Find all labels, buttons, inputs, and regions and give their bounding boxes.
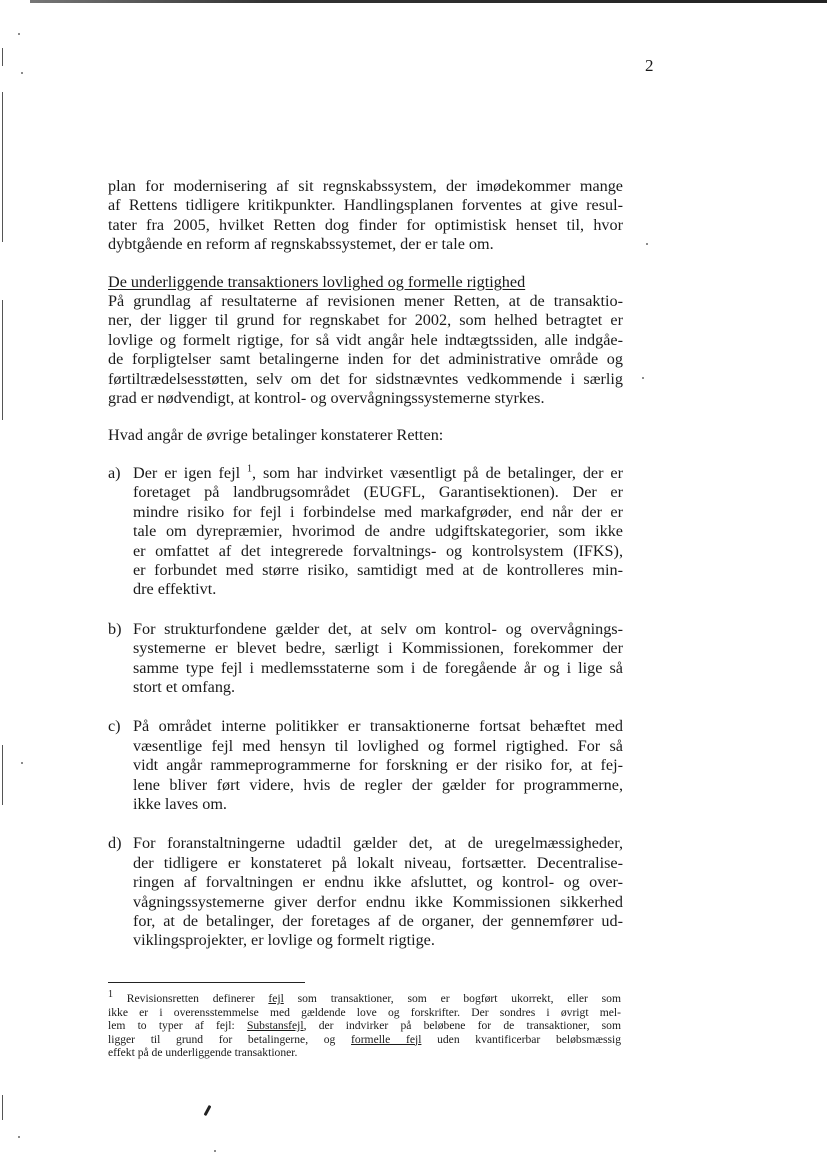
scan-margin-mark	[2, 1095, 3, 1120]
text-line: På grundlag af resultaterne af revisionen mener Retten, at de transaktio-	[108, 292, 623, 311]
text-line: væsentlige fejl med hensyn til lovlighed og formel rigtighed. For så	[133, 736, 623, 755]
text-line: førtiltrædelsesstøtten, selv om det for sidstnævntes vedkommende i særlig	[108, 369, 623, 388]
text-line: På området interne politikker er transaktionerne fortsat behæftet med	[133, 717, 623, 736]
footnote-line	[108, 989, 621, 1006]
list-item-b	[108, 620, 623, 698]
text-line: tater fra 2005, hvilket Retten dog finder for optimistisk henset til, hvor	[108, 215, 623, 234]
text-line: dre effektivt.	[133, 580, 217, 599]
footnote-separator	[108, 982, 305, 983]
text-line: ikke laves om.	[133, 794, 227, 813]
page-number: 2	[645, 56, 654, 75]
scan-margin-mark	[2, 300, 3, 420]
text-line: er omfattet af det integrerede forvaltnings- og kontrolsystem (IFKS),	[133, 541, 623, 560]
text-line	[133, 464, 623, 483]
intro-paragraph	[108, 177, 623, 255]
footnote-line	[108, 1019, 621, 1033]
text-line: For strukturfondene gælder det, at selv om kontrol- og overvågnings-	[133, 619, 623, 638]
text-fragment: uden kvantificerbar beløbsmæssig	[421, 1032, 622, 1046]
text-line: foretaget på landbrugsområdet (EUGFL, Garantisektionen). Der er	[133, 483, 623, 502]
main-text	[108, 177, 623, 971]
list-marker: b)	[108, 619, 122, 638]
text-fragment: , som har indvirket væsentligt på de betalinger, der er	[252, 463, 624, 482]
text-fragment: Der er igen fejl	[133, 463, 248, 482]
footnote-line: effekt på de underliggende transaktioner.	[108, 1046, 298, 1059]
scan-speck	[18, 33, 20, 35]
list-marker: c)	[108, 717, 121, 736]
text-fragment: Revisionsretten definerer	[113, 992, 269, 1005]
scan-margin-mark	[2, 48, 3, 66]
text-line: tale om dyrepræmier, hvorimod de andre udgiftskategorier, som ikke	[133, 522, 623, 541]
footnote-reference: 1	[247, 463, 253, 475]
text-line: ringen af forvaltningen er endnu ikke afsluttet, og kontrol- og over-	[133, 873, 623, 892]
section-heading: De underliggende transaktioners lovlighed og formelle rigtighed	[108, 272, 526, 291]
text-line: vidt angår rammeprogrammerne for forskning er der risiko for, at fej-	[133, 756, 623, 775]
list-intro: Hvad angår de øvrige betalinger konstaterer Retten:	[108, 426, 444, 445]
list-marker: d)	[108, 834, 122, 853]
footnote-line: ikke er i overensstemmelse med gældende love og forskrifter. Der sondres i øvrigt mel-	[108, 1005, 621, 1019]
scan-margin-mark	[2, 92, 3, 242]
pen-mark	[204, 1105, 212, 1116]
text-line: de forpligtelser samt betalingerne inden for det administrative område og	[108, 350, 623, 369]
text-line: vågningssystemerne giver derfor endnu ikke Kommissionen sikkerhed	[133, 892, 623, 911]
text-line: mindre risiko for fejl i forbindelse med markafgrøder, end når der er	[133, 502, 623, 521]
footnote	[108, 989, 622, 1060]
text-fragment: som transaktioner, som er bogført ukorrekt, eller som	[283, 992, 621, 1005]
text-line: der tidligere er konstateret på lokalt niveau, fortsætter. Decentralise-	[133, 853, 623, 872]
text-fragment: , der indvirker på beløbene for de transaktioner, som	[303, 1019, 621, 1032]
text-line: ner, der ligger til grund for regnskabet for 2002, som helhed betragtet er	[108, 311, 623, 330]
scan-speck	[646, 243, 648, 245]
footnote-term-fejl: fejl	[268, 992, 284, 1005]
text-line: lovlige og formelt rigtige, for så vidt angår hele indtægtssiden, alle indgåe-	[108, 330, 623, 349]
text-line: for, at de betalinger, der foretages af de organer, der gennemfører ud-	[133, 912, 623, 930]
list-item-c	[108, 717, 623, 814]
list-item-d	[108, 834, 623, 950]
text-line: samme type fejl i medlemsstaterne som i de foregående år og i lige så	[133, 658, 623, 677]
text-line: grad er nødvendigt, at kontrol- og overvågningssystemerne styrkes.	[108, 389, 545, 408]
text-line: stort et omfang.	[133, 677, 236, 696]
text-fragment: lem to typer af fejl:	[108, 1019, 247, 1032]
scan-margin-mark	[2, 745, 3, 805]
footnote-term-formelle-fejl: formelle fejl	[351, 1032, 422, 1046]
scan-speck	[18, 1136, 20, 1138]
text-fragment: ligger til grund for betalingerne, og	[108, 1032, 352, 1046]
footnote-line	[108, 1033, 621, 1047]
scan-speck	[21, 72, 23, 74]
text-line: systemerne er blevet bedre, særligt i Kommissionen, forekommer der	[133, 639, 623, 658]
footnote-marker: 1	[108, 989, 113, 1001]
text-line: dybtgående en reform af regnskabssystemet, der er tale om.	[108, 235, 494, 254]
scan-speck	[642, 377, 644, 379]
text-line: viklingsprojekter, er lovlige og formelt rigtige.	[133, 931, 435, 950]
text-line: er forbundet med større risiko, samtidigt med at de kontrolleres min-	[133, 560, 623, 579]
text-line: For foranstaltningerne udadtil gælder det, at de uregelmæssigheder,	[133, 834, 623, 853]
list-marker: a)	[108, 463, 121, 482]
text-line: af Rettens tidligere kritikpunkter. Handlingsplanen forventes at give resul-	[108, 196, 623, 215]
scan-speck	[21, 762, 23, 764]
section-paragraph	[108, 273, 623, 409]
text-line: lene bliver ført videre, hvis de regler der gælder for programmerne,	[133, 775, 623, 794]
list-item-a	[108, 464, 623, 600]
scan-speck	[214, 1150, 216, 1152]
text-line: plan for modernisering af sit regnskabssystem, der imødekommer mange	[108, 177, 623, 195]
scan-top-edge	[30, 0, 827, 3]
footnote-term-substansfejl: Substansfejl	[246, 1019, 304, 1032]
